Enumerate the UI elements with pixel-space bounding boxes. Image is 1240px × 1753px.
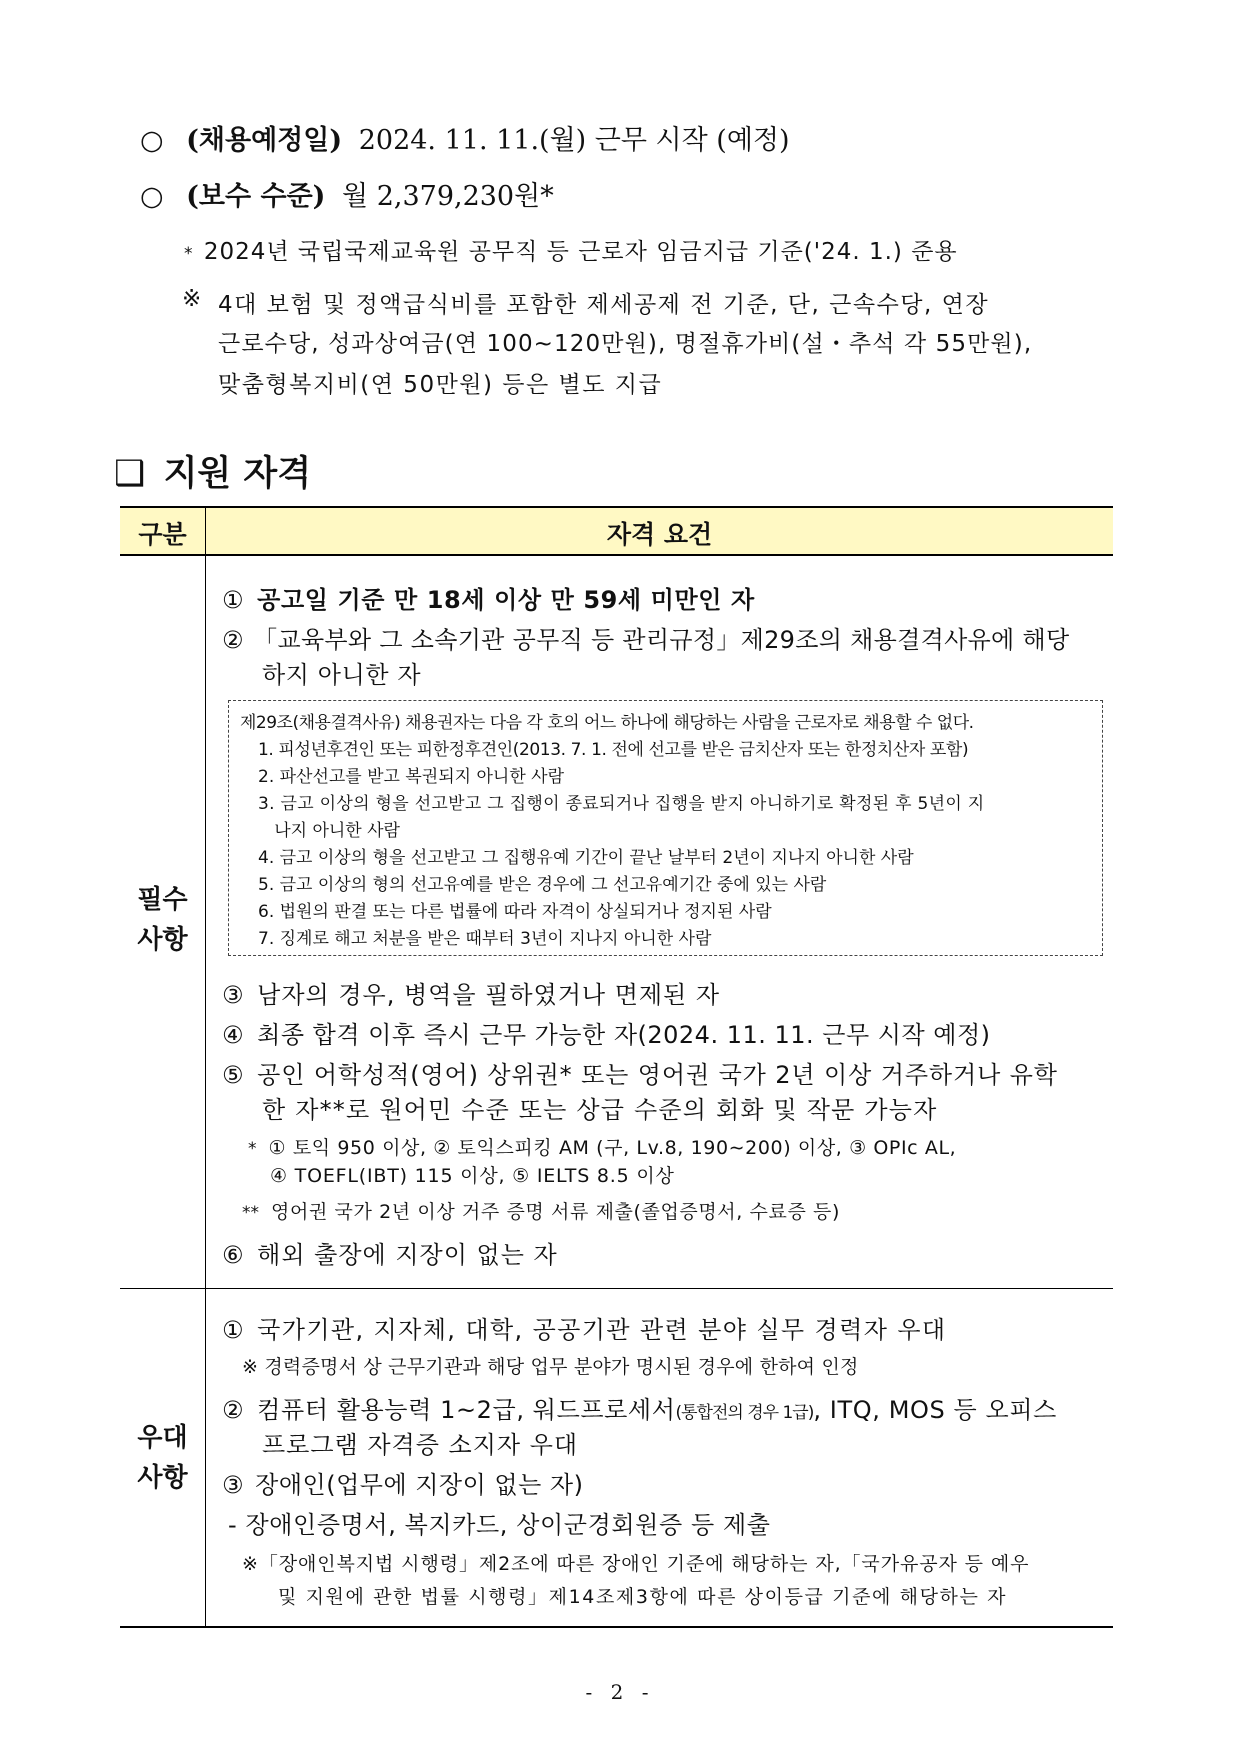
item-5-note-1-cont: ④ TOEFL(IBT) 115 이상, ⑤ IELTS 8.5 이상 [270,1165,675,1187]
bullet: ○ [140,181,164,212]
required-item-5-cont: 한 자**로 원어민 수준 또는 상급 수준의 회화 및 작문 가능자 [262,1096,938,1124]
checkbox-icon: ❑ [114,454,146,494]
box-line: 1. 피성년후견인 또는 피한정후견인(2013. 7. 1. 전에 선고를 받은 금치산자 또는 한정치산자 포함) [258,740,969,760]
preferred-item-3-note-cont: 및 지원에 관한 법률 시행령」제14조제3항에 따른 상이등급 기준에 해당하는 자 [278,1586,1008,1608]
box-line: 나지 아니한 사람 [258,821,400,841]
required-item-6: ⑥ 해외 출장에 지장이 없는 자 [222,1241,558,1269]
pay-ref-line: 4대 보험 및 정액급식비를 포함한 제세공제 전 기준, 단, 근속수당, 연장 [218,292,990,318]
required-label: 필수 사항 [137,885,188,955]
preferred-label: 우대 사항 [137,1423,188,1493]
header-category: 구분 [138,520,187,549]
pay-note [184,233,958,266]
item-5-note-1: * ① 토익 950 이상, ② 토익스피킹 AM (구, Lv.8, 190∼200) 이상, ③ OPIc AL, [248,1137,957,1159]
hiring-date-line [140,118,790,157]
required-item-2-cont: 하지 아니한 자 [262,661,422,689]
preferred-item-3-sub: - 장애인증명서, 복지카드, 상이군경회원증 등 제출 [228,1511,771,1539]
pay-ref-line: 근로수당, 성과상여금(연 100∼120만원), 명절휴가비(설・추석 각 55만원), [218,331,1033,357]
bullet: ○ [140,125,164,156]
page-number: - 2 - [585,1680,655,1704]
pay-label: (보수 수준) [186,181,326,212]
note-mark: * [184,244,193,264]
pay-ref-mark: ※ [182,286,202,312]
section-heading [114,446,311,496]
hiring-date-label: (채용예정일) [186,125,343,156]
pay-note-text: 2024년 국립국제교육원 공무직 등 근로자 임금지급 기준('24. 1.) 준용 [203,239,958,265]
required-item-3: ③ 남자의 경우, 병역을 필하였거나 면제된 자 [222,981,721,1009]
box-line: 2. 파산선고를 받고 복권되지 아니한 사람 [258,767,564,787]
preferred-item-1-note: ※ 경력증명서 상 근무기관과 해당 업무 분야가 명시된 경우에 한하여 인정 [242,1356,859,1378]
item-5-note-2: ** 영어권 국가 2년 이상 거주 증명 서류 제출(졸업증명서, 수료증 등) [242,1201,841,1223]
preferred-item-2: ② 컴퓨터 활용능력 1~2급, 워드프로세서(통합전의 경우 1급), ITQ, MOS 등 오피스 [222,1396,1057,1424]
preferred-item-1: ① 국가기관, 지자체, 대학, 공공기관 관련 분야 실무 경력자 우대 [222,1316,947,1344]
box-title: 제29조(채용결격사유) 채용권자는 다음 각 호의 어느 하나에 해당하는 사람을 근로자로 채용할 수 없다. [240,713,974,733]
required-item-5: ⑤ 공인 어학성적(영어) 상위권* 또는 영어권 국가 2년 이상 거주하거나 유학 [222,1061,1058,1089]
pay-text: 월 2,379,230원* [342,181,554,212]
pay-line [140,174,554,213]
box-line: 7. 징계로 해고 처분을 받은 때부터 3년이 지나지 아니한 사람 [258,929,712,949]
preferred-item-3: ③ 장애인(업무에 지장이 없는 자) [222,1471,584,1499]
required-item-1: ① 공고일 기준 만 18세 이상 만 59세 미만인 자 [222,586,755,614]
pay-ref-line: 맞춤형복지비(연 50만원) 등은 별도 지급 [218,372,663,398]
required-item-4: ④ 최종 합격 이후 즉시 근무 가능한 자(2024. 11. 11. 근무 시작 예정) [222,1021,991,1049]
box-line: 5. 금고 이상의 형의 선고유예를 받은 경우에 그 선고유예기간 중에 있는 사람 [258,875,827,895]
box-line: 4. 금고 이상의 형을 선고받고 그 집행유예 기간이 끝난 날부터 2년이 지나지 아니한 사람 [258,848,914,868]
required-item-2: ② 「교육부와 그 소속기관 공무직 등 관리규정」제29조의 채용결격사유에 해당 [222,626,1070,654]
hiring-date-text: 2024. 11. 11.(월) 근무 시작 (예정) [358,125,790,156]
box-line: 6. 법원의 판결 또는 다른 법률에 따라 자격이 상실되거나 정지된 사람 [258,902,772,922]
box-line: 3. 금고 이상의 형을 선고받고 그 집행이 종료되거나 집행을 받지 아니하기로 확정된 후 5년이 지 [258,794,985,814]
section-title: 지원 자격 [163,454,312,494]
preferred-item-2-cont: 프로그램 자격증 소지자 우대 [262,1431,579,1459]
header-requirements: 자격 요건 [606,520,713,549]
preferred-item-3-note: ※「장애인복지법 시행령」제2조에 따른 장애인 기준에 해당하는 자,「국가유공자 등 예우 [242,1553,1030,1575]
